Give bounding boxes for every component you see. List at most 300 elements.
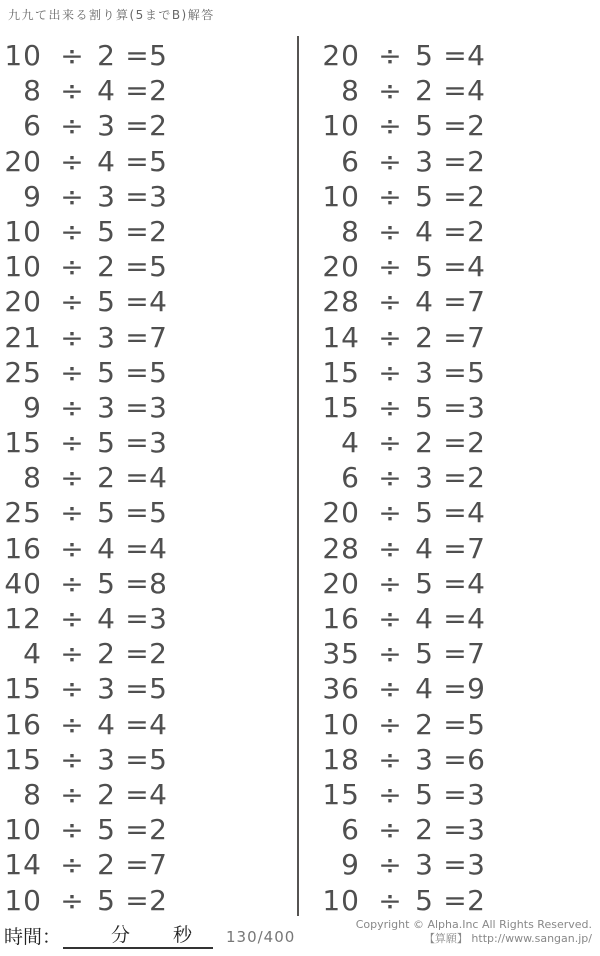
division-sign: ÷ (378, 707, 402, 741)
answer: 4 (149, 777, 167, 811)
answer: 2 (149, 74, 167, 108)
equals-sign: = (443, 566, 467, 600)
problem-row (318, 636, 598, 671)
division-sign: ÷ (378, 637, 402, 671)
answer: 3 (467, 848, 485, 882)
division-sign: ÷ (60, 285, 84, 319)
equals-sign: = (125, 39, 149, 72)
problem-row (318, 777, 598, 812)
division-sign: ÷ (378, 144, 402, 178)
dividend: 20 (322, 496, 360, 530)
answer: 2 (149, 214, 167, 248)
division-sign: ÷ (60, 848, 84, 882)
dividend: 15 (4, 672, 42, 706)
answer: 4 (149, 707, 167, 741)
answer: 5 (149, 39, 167, 72)
equals-sign: = (443, 320, 467, 354)
answer: 4 (149, 531, 167, 565)
divisor: 2 (415, 320, 433, 354)
division-sign: ÷ (60, 707, 84, 741)
divisor: 3 (415, 144, 433, 178)
problem-row (318, 320, 598, 355)
division-sign: ÷ (378, 285, 402, 319)
answer: 4 (467, 74, 485, 108)
division-sign: ÷ (60, 320, 84, 354)
equals-sign: = (443, 883, 467, 917)
problem-row (0, 73, 280, 108)
dividend: 10 (322, 109, 360, 143)
equals-sign: = (125, 355, 149, 389)
problem-row (318, 812, 598, 847)
equals-sign: = (125, 426, 149, 460)
equals-sign: = (125, 707, 149, 741)
divisor: 5 (415, 179, 433, 213)
dividend: 10 (322, 707, 360, 741)
answer: 4 (467, 250, 485, 284)
problem-row (0, 777, 280, 812)
divisor: 5 (97, 285, 115, 319)
division-sign: ÷ (60, 179, 84, 213)
divisor: 2 (97, 461, 115, 495)
equals-sign: = (125, 602, 149, 635)
problem-row (0, 883, 280, 918)
equals-sign: = (443, 109, 467, 143)
equals-sign: = (443, 777, 467, 811)
copyright-notice (356, 918, 592, 946)
equals-sign: = (125, 179, 149, 213)
dividend: 6 (341, 461, 360, 495)
dividend: 9 (341, 848, 360, 882)
answer: 2 (149, 637, 167, 671)
divisor: 3 (415, 461, 433, 495)
division-sign: ÷ (378, 426, 402, 460)
divisor: 4 (97, 144, 115, 178)
dividend: 18 (322, 742, 360, 776)
divisor: 2 (97, 848, 115, 882)
problem-row (0, 601, 280, 636)
division-sign: ÷ (60, 813, 84, 847)
answer: 3 (149, 179, 167, 213)
answer: 5 (149, 250, 167, 284)
dividend: 10 (322, 883, 360, 917)
answer: 2 (149, 883, 167, 917)
dividend: 16 (4, 707, 42, 741)
division-sign: ÷ (378, 179, 402, 213)
dividend: 6 (23, 109, 42, 143)
dividend: 40 (4, 566, 42, 600)
equals-sign: = (443, 707, 467, 741)
equals-sign: = (443, 426, 467, 460)
division-sign: ÷ (378, 320, 402, 354)
answer: 2 (467, 883, 485, 917)
equals-sign: = (125, 496, 149, 530)
divisor: 2 (415, 426, 433, 460)
equals-sign: = (443, 496, 467, 530)
division-sign: ÷ (60, 566, 84, 600)
division-sign: ÷ (60, 355, 84, 389)
answer: 3 (467, 813, 485, 847)
problem-row (318, 460, 598, 495)
equals-sign: = (125, 637, 149, 671)
dividend: 20 (4, 144, 42, 178)
division-sign: ÷ (378, 39, 402, 72)
dividend: 16 (322, 602, 360, 635)
equals-sign: = (125, 742, 149, 776)
problem-row (318, 601, 598, 636)
equals-sign: = (125, 883, 149, 917)
divisor: 2 (97, 637, 115, 671)
division-sign: ÷ (378, 461, 402, 495)
divisor: 5 (97, 426, 115, 460)
division-sign: ÷ (60, 39, 84, 72)
divisor: 3 (97, 672, 115, 706)
answer: 2 (467, 461, 485, 495)
equals-sign: = (125, 320, 149, 354)
problem-row (318, 390, 598, 425)
division-sign: ÷ (378, 214, 402, 248)
problem-row (0, 249, 280, 284)
answer: 2 (467, 109, 485, 143)
problem-row (0, 531, 280, 566)
time-section (4, 922, 213, 949)
equals-sign: = (125, 777, 149, 811)
answer: 2 (149, 109, 167, 143)
dividend: 20 (322, 39, 360, 72)
equals-sign: = (443, 214, 467, 248)
division-sign: ÷ (60, 390, 84, 424)
equals-sign: = (125, 531, 149, 565)
answer: 7 (149, 320, 167, 354)
answer: 5 (149, 144, 167, 178)
problem-row (318, 249, 598, 284)
problem-row (0, 355, 280, 390)
problem-row (0, 214, 280, 249)
divisor: 5 (415, 637, 433, 671)
divisor: 3 (97, 109, 115, 143)
equals-sign: = (125, 214, 149, 248)
problem-row (0, 566, 280, 601)
division-sign: ÷ (60, 637, 84, 671)
problem-row (318, 179, 598, 214)
equals-sign: = (443, 813, 467, 847)
worksheet-title: 九九て出来る割り算(5までB)解答 (8, 8, 215, 22)
dividend: 20 (4, 285, 42, 319)
division-sign: ÷ (60, 250, 84, 284)
division-sign: ÷ (60, 496, 84, 530)
dividend: 25 (4, 496, 42, 530)
equals-sign: = (443, 179, 467, 213)
dividend: 6 (341, 813, 360, 847)
answer: 5 (149, 672, 167, 706)
dividend: 10 (4, 214, 42, 248)
answer: 5 (467, 355, 485, 389)
answer: 4 (467, 496, 485, 530)
problem-row (318, 707, 598, 742)
answer: 7 (467, 637, 485, 671)
problem-row (318, 214, 598, 249)
divisor: 5 (415, 883, 433, 917)
dividend: 8 (341, 214, 360, 248)
dividend: 20 (322, 250, 360, 284)
equals-sign: = (443, 285, 467, 319)
problem-row (0, 38, 280, 73)
dividend: 28 (322, 531, 360, 565)
divisor: 2 (97, 39, 115, 72)
problem-row (0, 390, 280, 425)
dividend: 10 (4, 39, 42, 72)
problems-column-right (318, 38, 598, 918)
problem-row (0, 847, 280, 882)
dividend: 10 (4, 883, 42, 917)
dividend: 10 (4, 250, 42, 284)
answer: 4 (467, 39, 485, 72)
division-sign: ÷ (378, 813, 402, 847)
equals-sign: = (125, 566, 149, 600)
divisor: 3 (415, 848, 433, 882)
dividend: 8 (23, 74, 42, 108)
answer: 4 (149, 285, 167, 319)
division-sign: ÷ (378, 390, 402, 424)
page-indicator: 130/400 (226, 928, 296, 946)
division-sign: ÷ (60, 742, 84, 776)
equals-sign: = (443, 250, 467, 284)
answer: 3 (149, 426, 167, 460)
problem-row (0, 812, 280, 847)
division-sign: ÷ (378, 777, 402, 811)
answer: 5 (467, 707, 485, 741)
divisor: 2 (415, 74, 433, 108)
divisor: 2 (97, 777, 115, 811)
problem-row (0, 742, 280, 777)
dividend: 4 (341, 426, 360, 460)
answer: 8 (149, 566, 167, 600)
division-sign: ÷ (378, 496, 402, 530)
division-sign: ÷ (378, 883, 402, 917)
divisor: 5 (415, 390, 433, 424)
dividend: 8 (23, 461, 42, 495)
time-label: 時間： (4, 927, 62, 948)
answer: 3 (149, 390, 167, 424)
problem-row (318, 284, 598, 319)
answer: 6 (467, 742, 485, 776)
seconds-label: 秒 (173, 925, 193, 946)
divisor: 5 (97, 813, 115, 847)
divisor: 4 (97, 74, 115, 108)
division-sign: ÷ (60, 461, 84, 495)
dividend: 35 (322, 637, 360, 671)
division-sign: ÷ (378, 109, 402, 143)
divisor: 4 (415, 285, 433, 319)
dividend: 15 (4, 742, 42, 776)
answer: 7 (149, 848, 167, 882)
equals-sign: = (125, 285, 149, 319)
division-sign: ÷ (60, 672, 84, 706)
problem-row (0, 671, 280, 706)
equals-sign: = (125, 461, 149, 495)
problem-row (0, 144, 280, 179)
problem-row (0, 320, 280, 355)
division-sign: ÷ (60, 426, 84, 460)
equals-sign: = (125, 144, 149, 178)
dividend: 14 (4, 848, 42, 882)
equals-sign: = (443, 144, 467, 178)
divisor: 5 (415, 496, 433, 530)
dividend: 14 (322, 320, 360, 354)
divisor: 5 (415, 566, 433, 600)
divisor: 5 (415, 250, 433, 284)
division-sign: ÷ (378, 742, 402, 776)
dividend: 4 (23, 637, 42, 671)
divisor: 3 (415, 742, 433, 776)
answer: 2 (467, 214, 485, 248)
problem-row (318, 108, 598, 143)
divisor: 3 (415, 355, 433, 389)
dividend: 15 (322, 777, 360, 811)
answer: 2 (149, 813, 167, 847)
minutes-label: 分 (111, 925, 131, 946)
divisor: 2 (415, 707, 433, 741)
divisor: 5 (97, 355, 115, 389)
divisor: 4 (415, 531, 433, 565)
problems-column-left (0, 38, 280, 918)
dividend: 25 (4, 355, 42, 389)
answer: 2 (467, 426, 485, 460)
divisor: 5 (415, 109, 433, 143)
problem-row (318, 883, 598, 918)
division-sign: ÷ (378, 848, 402, 882)
division-sign: ÷ (60, 531, 84, 565)
divisor: 5 (415, 39, 433, 72)
divisor: 4 (415, 602, 433, 635)
answer: 9 (467, 672, 485, 706)
answer: 3 (467, 390, 485, 424)
divisor: 3 (97, 179, 115, 213)
equals-sign: = (125, 672, 149, 706)
dividend: 15 (322, 390, 360, 424)
problem-row (318, 566, 598, 601)
answer: 4 (149, 461, 167, 495)
answer: 5 (149, 496, 167, 530)
answer: 4 (467, 566, 485, 600)
divisor: 4 (97, 531, 115, 565)
problem-row (318, 671, 598, 706)
division-sign: ÷ (60, 109, 84, 143)
equals-sign: = (443, 637, 467, 671)
division-sign: ÷ (378, 602, 402, 635)
equals-sign: = (443, 848, 467, 882)
dividend: 12 (4, 602, 42, 635)
answer: 7 (467, 285, 485, 319)
answer: 2 (467, 179, 485, 213)
equals-sign: = (125, 813, 149, 847)
dividend: 10 (322, 179, 360, 213)
answer: 7 (467, 531, 485, 565)
column-divider (297, 36, 299, 916)
answer: 3 (467, 777, 485, 811)
division-sign: ÷ (378, 355, 402, 389)
equals-sign: = (443, 531, 467, 565)
divisor: 3 (97, 320, 115, 354)
problem-row (0, 495, 280, 530)
time-blank-line (63, 923, 213, 949)
problem-row (318, 38, 598, 73)
dividend: 9 (23, 390, 42, 424)
equals-sign: = (125, 74, 149, 108)
answer: 5 (149, 742, 167, 776)
dividend: 36 (322, 672, 360, 706)
divisor: 5 (97, 566, 115, 600)
problem-row (0, 460, 280, 495)
problem-row (0, 707, 280, 742)
problem-row (318, 355, 598, 390)
equals-sign: = (125, 848, 149, 882)
dividend: 9 (23, 179, 42, 213)
dividend: 8 (23, 777, 42, 811)
problem-row (0, 636, 280, 671)
divisor: 4 (97, 602, 115, 635)
divisor: 5 (415, 777, 433, 811)
problem-row (318, 531, 598, 566)
equals-sign: = (443, 602, 467, 635)
equals-sign: = (443, 355, 467, 389)
dividend: 16 (4, 531, 42, 565)
dividend: 28 (322, 285, 360, 319)
divisor: 5 (97, 883, 115, 917)
equals-sign: = (125, 250, 149, 284)
divisor: 4 (415, 214, 433, 248)
division-sign: ÷ (60, 144, 84, 178)
division-sign: ÷ (378, 250, 402, 284)
division-sign: ÷ (378, 531, 402, 565)
divisor: 2 (97, 250, 115, 284)
problem-row (0, 179, 280, 214)
equals-sign: = (443, 672, 467, 706)
dividend: 6 (341, 144, 360, 178)
problem-row (318, 847, 598, 882)
copyright-line2: 【算願】 http://www.sangan.jp/ (423, 932, 592, 945)
division-sign: ÷ (60, 602, 84, 635)
dividend: 10 (4, 813, 42, 847)
equals-sign: = (443, 74, 467, 108)
division-sign: ÷ (378, 74, 402, 108)
dividend: 21 (4, 320, 42, 354)
equals-sign: = (443, 390, 467, 424)
answer: 5 (149, 355, 167, 389)
division-sign: ÷ (378, 672, 402, 706)
equals-sign: = (125, 390, 149, 424)
divisor: 5 (97, 214, 115, 248)
answer: 7 (467, 320, 485, 354)
problem-row (318, 742, 598, 777)
problem-row (0, 425, 280, 460)
problem-row (318, 495, 598, 530)
dividend: 8 (341, 74, 360, 108)
division-sign: ÷ (60, 214, 84, 248)
divisor: 3 (97, 390, 115, 424)
problem-row (318, 144, 598, 179)
copyright-line1: Copyright © Alpha.Inc All Rights Reserved. (355, 918, 592, 931)
dividend: 15 (4, 426, 42, 460)
equals-sign: = (443, 461, 467, 495)
dividend: 15 (322, 355, 360, 389)
divisor: 2 (415, 813, 433, 847)
equals-sign: = (125, 109, 149, 143)
division-sign: ÷ (378, 566, 402, 600)
equals-sign: = (443, 742, 467, 776)
divisor: 5 (97, 496, 115, 530)
problem-row (0, 284, 280, 319)
division-sign: ÷ (60, 883, 84, 917)
